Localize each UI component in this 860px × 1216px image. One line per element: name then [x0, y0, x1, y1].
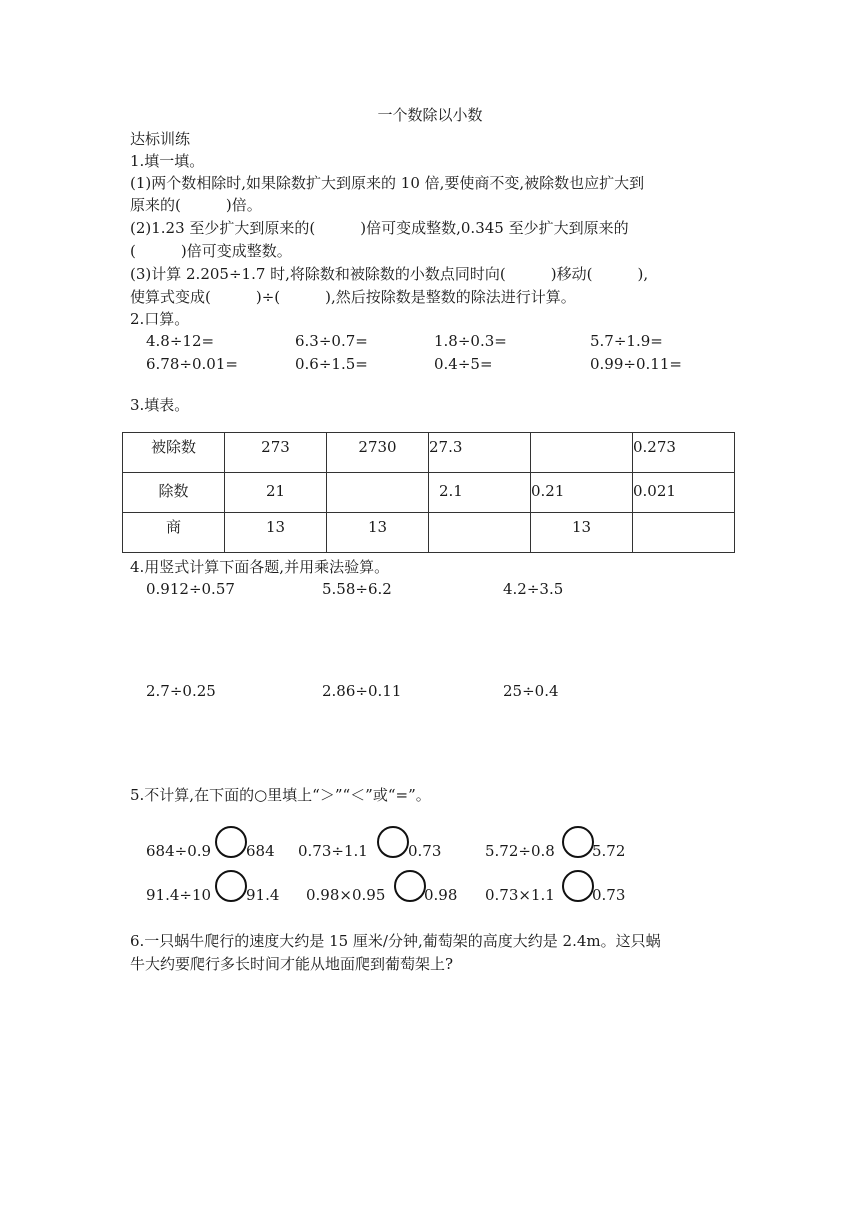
compare-circle[interactable] [377, 826, 409, 858]
q2-item: 5.7÷1.9= [590, 332, 663, 350]
q4-item: 5.58÷6.2 [322, 580, 392, 598]
table-cell: 2.1 [429, 473, 531, 513]
q1-p2-line2: ( )倍可变成整数。 [130, 242, 292, 260]
compare-right: 0.98 [424, 886, 458, 904]
compare-left: 91.4÷10 [146, 886, 212, 904]
table-cell: 0.021 [633, 473, 735, 513]
q1-p1-line1: (1)两个数相除时,如果除数扩大到原来的 10 倍,要使商不变,被除数也应扩大到 [130, 174, 645, 192]
compare-left: 0.73÷1.1 [298, 842, 368, 860]
q4-item: 4.2÷3.5 [503, 580, 564, 598]
compare-circle[interactable] [562, 870, 594, 902]
compare-left: 0.73×1.1 [485, 886, 555, 904]
q2-item: 0.99÷0.11= [590, 355, 682, 373]
q1-p1-line2: 原来的( )倍。 [130, 196, 262, 214]
table-cell: 被除数 [123, 433, 225, 473]
table-cell: 13 [225, 513, 327, 553]
table-cell: 13 [327, 513, 429, 553]
q6-line1: 6.一只蜗牛爬行的速度大约是 15 厘米/分钟,葡萄架的高度大约是 2.4m。这只蜗 [130, 932, 661, 950]
q2-heading: 2.口算。 [130, 310, 190, 328]
table-row [123, 433, 735, 473]
q1-heading: 1.填一填。 [130, 152, 205, 170]
table-cell: 0.273 [633, 433, 735, 473]
q4-item: 0.912÷0.57 [146, 580, 235, 598]
q2-item: 4.8÷12= [146, 332, 215, 350]
q6-line2: 牛大约要爬行多长时间才能从地面爬到葡萄架上? [130, 955, 454, 973]
page-title: 一个数除以小数 [377, 106, 483, 124]
table-cell [633, 513, 735, 553]
table-cell: 除数 [123, 473, 225, 513]
compare-circle[interactable] [394, 870, 426, 902]
subtitle: 达标训练 [130, 130, 191, 148]
q4-item: 2.86÷0.11 [322, 682, 402, 700]
compare-right: 0.73 [408, 842, 442, 860]
q1-p3-line1: (3)计算 2.205÷1.7 时,将除数和被除数的小数点同时向( )移动( ), [130, 265, 649, 283]
table-cell [429, 513, 531, 553]
table-cell: 13 [531, 513, 633, 553]
table-cell: 27.3 [429, 433, 531, 473]
q5-heading: 5.不计算,在下面的○里填上“＞”“＜”或“=”。 [130, 786, 431, 804]
q4-item: 25÷0.4 [503, 682, 559, 700]
table-cell: 商 [123, 513, 225, 553]
compare-circle[interactable] [562, 826, 594, 858]
table-cell [531, 433, 633, 473]
table-cell: 273 [225, 433, 327, 473]
table-cell [327, 473, 429, 513]
compare-left: 0.98×0.95 [306, 886, 386, 904]
q3-heading: 3.填表。 [130, 396, 190, 414]
compare-right: 5.72 [592, 842, 626, 860]
q2-item: 0.6÷1.5= [295, 355, 368, 373]
q2-item: 0.4÷5= [434, 355, 493, 373]
compare-left: 684÷0.9 [146, 842, 212, 860]
q2-item: 6.3÷0.7= [295, 332, 368, 350]
table-cell: 0.21 [531, 473, 633, 513]
compare-left: 5.72÷0.8 [485, 842, 555, 860]
q2-item: 6.78÷0.01= [146, 355, 238, 373]
compare-right: 91.4 [246, 886, 280, 904]
q4-heading: 4.用竖式计算下面各题,并用乘法验算。 [130, 558, 390, 576]
compare-circle[interactable] [215, 826, 247, 858]
q2-item: 1.8÷0.3= [434, 332, 507, 350]
table-row [123, 473, 735, 513]
fill-table [122, 432, 735, 553]
q4-item: 2.7÷0.25 [146, 682, 216, 700]
q1-p2-line1: (2)1.23 至少扩大到原来的( )倍可变成整数,0.345 至少扩大到原来的 [130, 219, 629, 237]
compare-right: 0.73 [592, 886, 626, 904]
q1-p3-line2: 使算式变成( )÷( ),然后按除数是整数的除法进行计算。 [130, 288, 576, 306]
table-cell: 21 [225, 473, 327, 513]
table-cell: 2730 [327, 433, 429, 473]
compare-circle[interactable] [215, 870, 247, 902]
compare-right: 684 [246, 842, 275, 860]
table-row [123, 513, 735, 553]
